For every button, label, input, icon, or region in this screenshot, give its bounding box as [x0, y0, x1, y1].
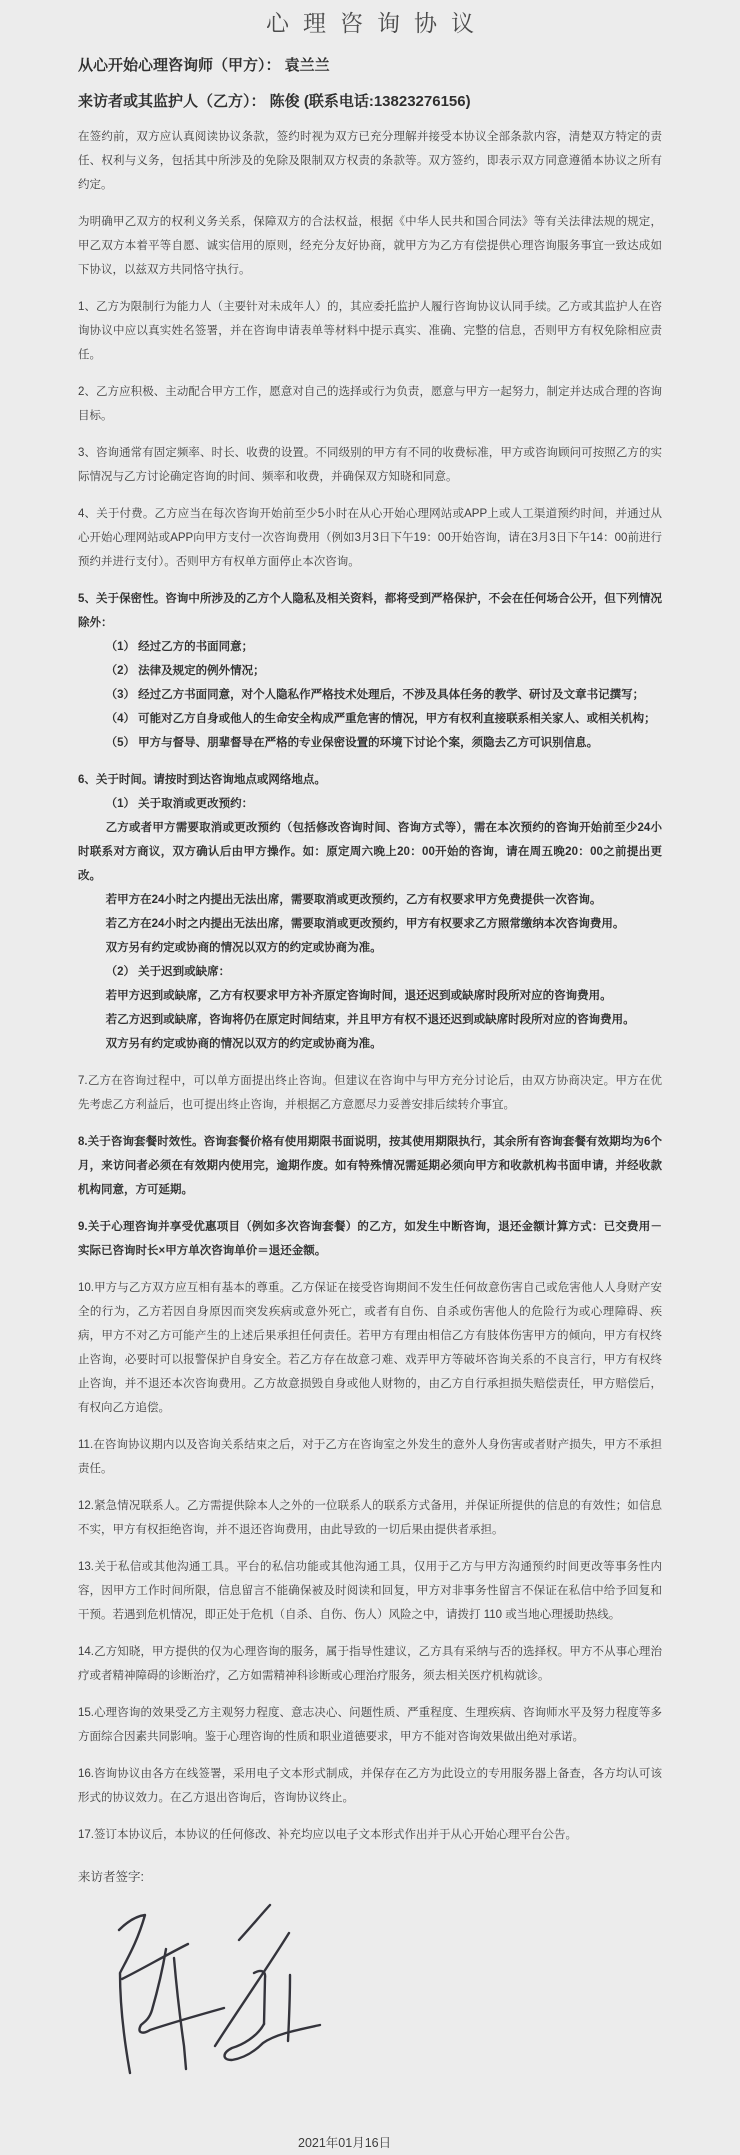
clause-paragraph: 在签约前，双方应认真阅读协议条款，签约时视为双方已充分理解并接受本协议全部条款内容，清楚双方特定的责任、权利与义务，包括其中所涉及的免除及限制双方权责的条款等。双方签约，即表示双方同意遵循本协议之所有约定。	[78, 131, 662, 191]
clause-paragraph: 若乙方在24小时之内提出无法出席，需要取消或更改预约，甲方有权要求乙方照常缴纳本次咨询费用。	[105, 918, 625, 930]
clause-paragraph: 乙方或者甲方需要取消或更改预约（包括修改咨询时间、咨询方式等），需在本次预约的咨询开始前至少24小时联系对方商议，双方确认后由甲方操作。如：原定周六晚上20：00开始的咨询，请在周五晚20：00之前提出更改。	[78, 822, 662, 882]
clause-paragraph: 双方另有约定或协商的情况以双方的约定或协商为准。	[105, 1038, 382, 1050]
clause-paragraph: 1、乙方为限制行为能力人（主要针对未成年人）的，其应委托监护人履行咨询协议认同手续。乙方或其监护人在咨询协议中应以真实姓名签署，并在咨询申请表单等材料中提示真实、准确、完整的信息，否则甲方有权免除相应责任。	[78, 301, 662, 361]
visitor-signature-label: 来访者签字:	[78, 1870, 144, 1884]
clause-paragraph: 7.乙方在咨询过程中，可以单方面提出终止咨询。但建议在咨询中与甲方充分讨论后，由双方协商决定。甲方在优先考虑乙方利益后，也可提出终止咨询，并根据乙方意愿尽力妥善安排后续转介事宜。	[78, 1075, 662, 1111]
clause-paragraph: （1） 经过乙方的书面同意；	[105, 641, 254, 653]
clause-paragraph: 13.关于私信或其他沟通工具。平台的私信功能或其他沟通工具，仅用于乙方与甲方沟通预约时间更改等事务性内容，因甲方工作时间所限，信息留言不能确保被及时阅读和回复，甲方对非事务性留言不保证在私信中给予回复和干预。若遇到危机情况，即正处于危机（自杀、自伤、伤人）风险之中，请拨打 110 或当地心理援助热线。	[78, 1561, 662, 1621]
clause-paragraph: 若甲方迟到或缺席，乙方有权要求甲方补齐原定咨询时间，退还迟到或缺席时段所对应的咨询费用。	[105, 990, 612, 1002]
clause-paragraph: 14.乙方知晓，甲方提供的仅为心理咨询的服务，属于指导性建议，乙方具有采纳与否的选择权。甲方不从事心理治疗或者精神障碍的诊断治疗，乙方如需精神科诊断或心理治疗服务，须去相关医疗机构就诊。	[78, 1646, 662, 1682]
party-a-line: 从心开始心理咨询师（甲方）： 袁兰兰	[78, 57, 330, 74]
clause-paragraph: （4） 可能对乙方自身或他人的生命安全构成严重危害的情况，甲方有权利直接联系相关家人、或相关机构；	[105, 713, 656, 725]
clause-paragraph: （5） 甲方与督导、朋辈督导在严格的专业保密设置的环境下讨论个案，须隐去乙方可识别信息。	[105, 737, 599, 749]
clause-paragraph: 17.签订本协议后，本协议的任何修改、补充均应以电子文本形式作出并于从心开始心理平台公告。	[78, 1829, 577, 1841]
clause-paragraph: 4、关于付费。乙方应当在每次咨询开始前至少5小时在从心开始心理网站或APP上或人工渠道预约时间，并通过从心开始心理网站或APP向甲方支付一次咨询费用（例如3月3日下午19：00开始咨询，请在3月3日下午14：00前进行预约并进行支付）。否则甲方有权单方面停止本次咨询。	[78, 508, 662, 568]
clause-paragraph: 16.咨询协议由各方在线签署，采用电子文本形式制成，并保存在乙方为此设立的专用服务器上备查，各方均认可该形式的协议效力。在乙方退出咨询后，咨询协议终止。	[78, 1768, 662, 1804]
clause-paragraph: （2） 法律及规定的例外情况；	[105, 665, 265, 677]
clause-paragraph: 11.在咨询协议期内以及咨询关系结束之后，对于乙方在咨询室之外发生的意外人身伤害或者财产损失，甲方不承担责任。	[78, 1439, 662, 1475]
clause-paragraph: （2） 关于迟到或缺席：	[105, 966, 231, 978]
clause-paragraph: 8.关于咨询套餐时效性。咨询套餐价格有使用期限书面说明，按其使用期限执行，其余所有咨询套餐有效期均为6个月，来访问者必须在有效期内使用完，逾期作废。如有特殊情况需延期必须向甲方和收款机构书面申请，并经收款机构同意，方可延期。	[78, 1136, 662, 1196]
signature-date: 2021年01月16日	[298, 2136, 392, 2150]
clause-paragraph: （1） 关于取消或更改预约：	[105, 798, 254, 810]
clause-paragraph: 5、关于保密性。咨询中所涉及的乙方个人隐私及相关资料，都将受到严格保护，不会在任何场合公开，但下列情况除外：	[78, 593, 662, 629]
clause-paragraph: 12.紧急情况联系人。乙方需提供除本人之外的一位联系人的联系方式备用，并保证所提供的信息的有效性；如信息不实，甲方有权拒绝咨询，并不退还咨询费用，由此导致的一切后果由提供者承担。	[78, 1500, 662, 1536]
agreement-body	[78, 125, 662, 1847]
clause-paragraph: 15.心理咨询的效果受乙方主观努力程度、意志决心、问题性质、严重程度、生理疾病、咨询师水平及努力程度等多方面综合因素共同影响。鉴于心理咨询的性质和职业道德要求，甲方不能对咨询效果做出绝对承诺。	[78, 1707, 662, 1743]
clause-paragraph: 2、乙方应积极、主动配合甲方工作，愿意对自己的选择或行为负责，愿意与甲方一起努力，制定并达成合理的咨询目标。	[78, 386, 662, 422]
clause-paragraph: 若甲方在24小时之内提出无法出席，需要取消或更改预约，乙方有权要求甲方免费提供一次咨询。	[105, 894, 602, 906]
page-title: 心理咨询协议	[266, 10, 488, 36]
clause-paragraph: 为明确甲乙双方的权利义务关系，保障双方的合法权益，根据《中华人民共和国合同法》等有关法律法规的规定，甲乙双方本着平等自愿、诚实信用的原则，经充分友好协商，就甲方为乙方有偿提供心理咨询服务事宜一致达成如下协议，以兹双方共同恪守执行。	[78, 216, 662, 276]
party-b-line: 来访者或其监护人（乙方）： 陈俊 (联系电话:13823276156)	[78, 93, 471, 110]
clause-paragraph: （3） 经过乙方书面同意，对个人隐私作严格技术处理后，不涉及具体任务的教学、研讨及文章书记撰写；	[105, 689, 645, 701]
clause-paragraph: 双方另有约定或协商的情况以双方的约定或协商为准。	[105, 942, 382, 954]
clause-paragraph: 若乙方迟到或缺席，咨询将仍在原定时间结束，并且甲方有权不退还迟到或缺席时段所对应的咨询费用。	[105, 1014, 635, 1026]
clause-paragraph: 3、咨询通常有固定频率、时长、收费的设置。不同级别的甲方有不同的收费标准，甲方或咨询顾问可按照乙方的实际情况与乙方讨论确定咨询的时间、频率和收费，并确保双方知晓和同意。	[78, 447, 662, 483]
clause-paragraph: 10.甲方与乙方双方应互相有基本的尊重。乙方保证在接受咨询期间不发生任何故意伤害自己或危害他人人身财产安全的行为，乙方若因自身原因而突发疾病或意外死亡，或者有自伤、自杀或伤害他人的危险行为或心理障碍、疾病，甲方不对乙方可能产生的上述后果承担任何责任。若甲方有理由相信乙方有肢体伤害甲方的倾向，甲方有权终止咨询，必要时可以报警保护自身安全。若乙方存在故意刁难、戏弄甲方等破坏咨询关系的不良言行，甲方有权终止咨询，并不退还本次咨询费用。乙方故意损毁自身或他人财物的，由乙方自行承担损失赔偿责任，甲方赔偿后，有权向乙方追偿。	[78, 1282, 662, 1414]
handwritten-signature	[114, 1903, 329, 2081]
clause-paragraph: 6、关于时间。请按时到达咨询地点或网络地点。	[78, 774, 326, 786]
clause-paragraph: 9.关于心理咨询并享受优惠项目（例如多次咨询套餐）的乙方，如发生中断咨询，退还金额计算方式：已交费用－实际已咨询时长×甲方单次咨询单价＝退还金额。	[78, 1221, 662, 1257]
